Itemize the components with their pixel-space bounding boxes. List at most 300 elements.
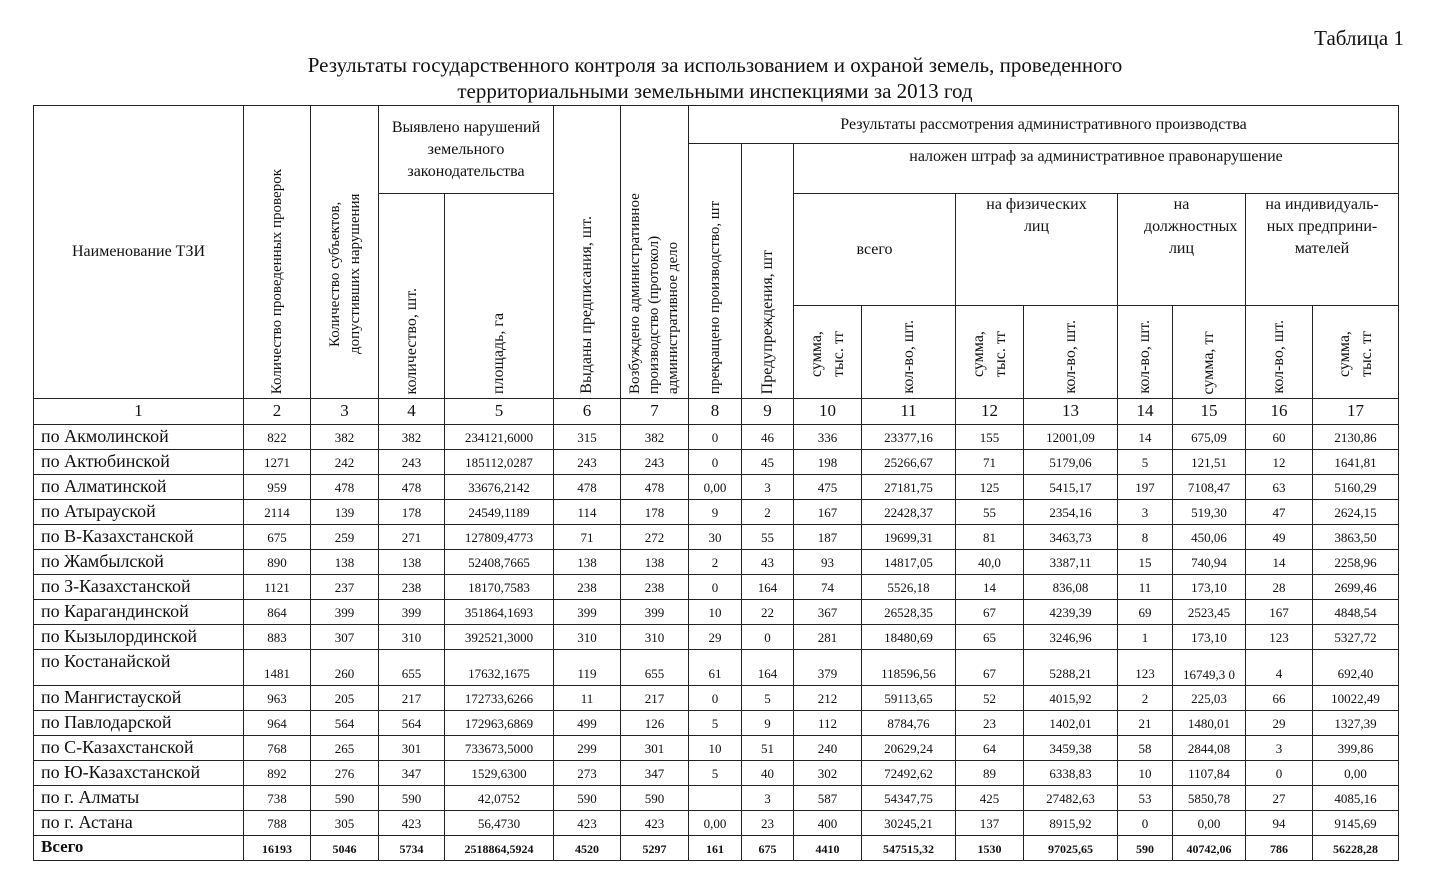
table-cell: 30245,21 [862,811,956,836]
table-cell: 28 [1246,575,1313,600]
table-cell: 234121,6000 [445,425,554,450]
table-cell: 399 [311,600,379,625]
region-name: по Акмолинской [34,425,244,450]
table-cell: 478 [554,475,621,500]
header-subjects: Количество субъектов, допустивших нарушения [311,106,379,399]
total-cell: 161 [689,836,742,861]
table-cell: 172963,6869 [445,711,554,736]
table-cell: 768 [244,736,311,761]
column-number: 3 [311,399,379,425]
table-cell: 301 [379,736,445,761]
table-cell: 243 [554,450,621,475]
table-cell: 52 [956,686,1024,711]
table-cell: 46 [742,425,794,450]
table-cell: 112 [794,711,862,736]
table-cell: 126 [621,711,689,736]
table-cell: 1271 [244,450,311,475]
table-cell: 890 [244,550,311,575]
table-cell: 1 [1118,625,1173,650]
table-cell: 55 [956,500,1024,525]
header-fine-entrepreneurs: на индивидуаль-ных предприни-мателей [1246,194,1399,306]
region-name: по г. Астана [34,811,244,836]
table-cell: 3387,11 [1024,550,1118,575]
table-cell: 675 [244,525,311,550]
header-sum: сумма, тыс. тг [1313,306,1399,399]
total-cell: 5734 [379,836,445,861]
table-cell: 499 [554,711,621,736]
table-cell: 305 [311,811,379,836]
header-warnings: Предупреждения, шт [742,144,794,399]
column-number: 11 [862,399,956,425]
table-cell: 205 [311,686,379,711]
table-cell: 8 [1118,525,1173,550]
table-cell: 15 [1118,550,1173,575]
column-number: 8 [689,399,742,425]
table-cell: 2354,16 [1024,500,1118,525]
region-name: по Карагандинской [34,600,244,625]
table-row [34,550,1399,575]
table-cell: 243 [379,450,445,475]
table-cell: 6338,83 [1024,761,1118,786]
column-number: 7 [621,399,689,425]
table-cell: 475 [794,475,862,500]
table-cell: 10 [689,736,742,761]
table-cell: 1121 [244,575,311,600]
column-number: 9 [742,399,794,425]
header-fine: наложен штраф за административное правонарушение [794,144,1399,194]
table-cell: 347 [379,761,445,786]
table-cell: 138 [621,550,689,575]
table-cell: 118596,56 [862,650,956,686]
table-cell: 7108,47 [1173,475,1246,500]
region-name: по Кызылординской [34,625,244,650]
header-inspections: Количество проведенных проверок [244,106,311,399]
table-cell: 564 [311,711,379,736]
table-cell: 59113,65 [862,686,956,711]
region-name: по Алматинской [34,475,244,500]
table-cell: 10 [689,600,742,625]
table-cell: 238 [621,575,689,600]
column-number: 5 [445,399,554,425]
table-cell: 0,00 [1313,761,1399,786]
table-cell: 17632,1675 [445,650,554,686]
region-name: по Костанайской [34,650,244,686]
table-cell: 138 [311,550,379,575]
total-cell: 2518864,5924 [445,836,554,861]
table-cell: 167 [794,500,862,525]
column-number: 10 [794,399,862,425]
table-cell: 590 [621,786,689,811]
total-cell: 547515,32 [862,836,956,861]
table-cell: 836,08 [1024,575,1118,600]
table-cell: 590 [311,786,379,811]
table-cell: 22428,37 [862,500,956,525]
table-cell: 423 [379,811,445,836]
table-cell: 51 [742,736,794,761]
table-cell: 1480,01 [1173,711,1246,736]
table-cell: 281 [794,625,862,650]
region-name: по г. Алматы [34,786,244,811]
table-cell: 0 [1246,761,1313,786]
table-cell: 237 [311,575,379,600]
header-fine-officials: на должностных лиц [1118,194,1246,306]
table-row [34,425,1399,450]
table-cell: 21 [1118,711,1173,736]
table-cell: 56,4730 [445,811,554,836]
table-cell: 3 [742,475,794,500]
table-cell: 45 [742,450,794,475]
header-fine-physical: на физических лиц [956,194,1118,306]
table-cell: 5327,72 [1313,625,1399,650]
column-number: 17 [1313,399,1399,425]
table-cell: 336 [794,425,862,450]
table-cell: 67 [956,650,1024,686]
table-cell: 3246,96 [1024,625,1118,650]
table-cell: 89 [956,761,1024,786]
table-cell: 4015,92 [1024,686,1118,711]
table-cell: 93 [794,550,862,575]
table-row [34,811,1399,836]
region-name: по Ю-Казахстанской [34,761,244,786]
table-cell: 33676,2142 [445,475,554,500]
table-cell: 139 [311,500,379,525]
table-cell [689,786,742,811]
table-cell: 119 [554,650,621,686]
table-cell: 1327,39 [1313,711,1399,736]
table-cell: 64 [956,736,1024,761]
table-cell: 94 [1246,811,1313,836]
table-cell: 5160,29 [1313,475,1399,500]
table-cell: 178 [621,500,689,525]
table-row [34,450,1399,475]
table-cell: 123 [1246,625,1313,650]
table-cell: 692,40 [1313,650,1399,686]
table-cell: 60 [1246,425,1313,450]
table-cell: 14 [1246,550,1313,575]
table-cell: 310 [379,625,445,650]
column-number: 13 [1024,399,1118,425]
header-sum: сумма, тыс. тг [794,306,862,399]
table-row [34,575,1399,600]
table-cell: 8915,92 [1024,811,1118,836]
table-cell: 178 [379,500,445,525]
table-cell: 655 [379,650,445,686]
table-cell: 788 [244,811,311,836]
table-cell: 49 [1246,525,1313,550]
table-header [34,106,1399,399]
table-cell: 738 [244,786,311,811]
table-cell: 164 [742,650,794,686]
table-cell: 24549,1189 [445,500,554,525]
table-cell: 425 [956,786,1024,811]
table-cell: 963 [244,686,311,711]
table-cell: 173,10 [1173,625,1246,650]
table-cell: 1529,6300 [445,761,554,786]
table-cell: 52408,7665 [445,550,554,575]
table-cell: 53 [1118,786,1173,811]
table-cell: 0 [742,625,794,650]
table-cell: 959 [244,475,311,500]
table-cell: 1641,81 [1313,450,1399,475]
table-cell: 173,10 [1173,575,1246,600]
table-cell: 27 [1246,786,1313,811]
table-cell: 127809,4773 [445,525,554,550]
column-number: 12 [956,399,1024,425]
header-orders: Выданы предписания, шт. [554,106,621,399]
table-cell: 382 [379,425,445,450]
table-cell: 2 [1118,686,1173,711]
region-name: по Павлодарской [34,711,244,736]
table-cell: 2114 [244,500,311,525]
table-row [34,736,1399,761]
table-cell: 14 [1118,425,1173,450]
table-cell: 564 [379,711,445,736]
region-name: по З-Казахстанской [34,575,244,600]
total-cell: 4520 [554,836,621,861]
table-cell: 4848,54 [1313,600,1399,625]
table-cell: 29 [689,625,742,650]
table-cell: 238 [554,575,621,600]
table-cell: 137 [956,811,1024,836]
table-cell: 11 [1118,575,1173,600]
table-cell: 65 [956,625,1024,650]
table-cell: 0 [689,450,742,475]
table-cell: 3863,50 [1313,525,1399,550]
header-sum: сумма, тг [1173,306,1246,399]
table-cell: 5 [742,686,794,711]
column-number: 1 [34,399,244,425]
table-cell: 2 [742,500,794,525]
table-cell: 302 [794,761,862,786]
table-cell: 197 [1118,475,1173,500]
table-cell: 238 [379,575,445,600]
table-cell: 164 [742,575,794,600]
table-cell: 125 [956,475,1024,500]
table-row [34,650,1399,686]
table-row [34,475,1399,500]
total-cell: 675 [742,836,794,861]
table-cell: 69 [1118,600,1173,625]
table-cell: 4239,39 [1024,600,1118,625]
table-cell: 399 [554,600,621,625]
table-cell: 450,06 [1173,525,1246,550]
table-cell: 399 [379,600,445,625]
table-cell: 2130,86 [1313,425,1399,450]
table-cell: 29 [1246,711,1313,736]
column-number: 6 [554,399,621,425]
table-cell: 23377,16 [862,425,956,450]
table-cell: 2699,46 [1313,575,1399,600]
region-name: по В-Казахстанской [34,525,244,550]
table-cell: 299 [554,736,621,761]
table-cell: 5850,78 [1173,786,1246,811]
table-cell: 81 [956,525,1024,550]
table-cell: 399 [621,600,689,625]
region-name: по Жамбылской [34,550,244,575]
header-qty: кол-во, шт. [1246,306,1313,399]
total-cell: 4410 [794,836,862,861]
table-cell: 260 [311,650,379,686]
table-cell: 23 [742,811,794,836]
total-cell: 590 [1118,836,1173,861]
table-cell: 883 [244,625,311,650]
region-name: по Мангистауской [34,686,244,711]
table-cell: 217 [379,686,445,711]
header-qty: кол-во, шт. [1024,306,1118,399]
table-cell: 66 [1246,686,1313,711]
table-cell: 733673,5000 [445,736,554,761]
header-terminated: прекращено производство, шт [689,144,742,399]
table-cell: 72492,62 [862,761,956,786]
table-cell: 5526,18 [862,575,956,600]
table-cell: 58 [1118,736,1173,761]
table-cell: 675,09 [1173,425,1246,450]
table-cell: 379 [794,650,862,686]
table-cell: 63 [1246,475,1313,500]
table-cell: 30 [689,525,742,550]
table-cell: 892 [244,761,311,786]
table-cell: 1107,84 [1173,761,1246,786]
table-cell: 273 [554,761,621,786]
table-cell: 243 [621,450,689,475]
table-cell: 400 [794,811,862,836]
table-cell: 74 [794,575,862,600]
table-cell: 212 [794,686,862,711]
table-cell: 10 [1118,761,1173,786]
total-cell: 5046 [311,836,379,861]
total-cell: 97025,65 [1024,836,1118,861]
table-cell: 3 [742,786,794,811]
table-cell: 4085,16 [1313,786,1399,811]
header-found: Выявлено нарушений земельного законодательства [379,106,554,194]
region-name: по С-Казахстанской [34,736,244,761]
table-cell: 272 [621,525,689,550]
table-cell: 5 [1118,450,1173,475]
total-cell: 56228,28 [1313,836,1399,861]
table-cell: 27482,63 [1024,786,1118,811]
table-cell: 155 [956,425,1024,450]
header-qty: кол-во, шт. [1118,306,1173,399]
table-cell: 14 [956,575,1024,600]
table-cell: 14817,05 [862,550,956,575]
total-cell: 786 [1246,836,1313,861]
total-cell: 1530 [956,836,1024,861]
column-number: 14 [1118,399,1173,425]
table-cell: 1481 [244,650,311,686]
column-number: 2 [244,399,311,425]
table-cell: 40 [742,761,794,786]
table-row [34,500,1399,525]
table-cell: 225,03 [1173,686,1246,711]
header-sum: сумма, тыс. тг [956,306,1024,399]
table-caption: Таблица 1 [1314,26,1404,50]
table-cell: 42,0752 [445,786,554,811]
table-cell: 27181,75 [862,475,956,500]
table-cell: 259 [311,525,379,550]
page-title: Результаты государственного контроля за использованием и охраной земель, проведенного территориальными земельными инспекциями за 2013 год [307,53,1123,103]
table-cell: 423 [554,811,621,836]
column-number: 15 [1173,399,1246,425]
table-cell: 307 [311,625,379,650]
table-cell: 47 [1246,500,1313,525]
column-number: 4 [379,399,445,425]
total-row [34,836,1399,861]
table-row [34,761,1399,786]
table-cell: 187 [794,525,862,550]
table-cell: 71 [956,450,1024,475]
table-cell: 964 [244,711,311,736]
header-fine-total: всего [794,194,956,306]
table-body [34,399,1399,861]
table-cell: 9145,69 [1313,811,1399,836]
header-found-area: площадь, га [445,194,554,399]
table-cell: 3 [1246,736,1313,761]
table-cell: 310 [621,625,689,650]
header-qty: кол-во, шт. [862,306,956,399]
table-cell: 822 [244,425,311,450]
table-cell: 22 [742,600,794,625]
table-cell: 590 [554,786,621,811]
table-cell: 18170,7583 [445,575,554,600]
total-cell: 16193 [244,836,311,861]
table-cell: 54347,75 [862,786,956,811]
table-cell: 26528,35 [862,600,956,625]
table-cell: 20629,24 [862,736,956,761]
table-cell: 2624,15 [1313,500,1399,525]
table-cell: 2258,96 [1313,550,1399,575]
table-cell: 12 [1246,450,1313,475]
table-row [34,625,1399,650]
table-cell: 347 [621,761,689,786]
header-found-count: количество, шт. [379,194,445,399]
total-cell: 5297 [621,836,689,861]
region-name: по Атырауской [34,500,244,525]
table-cell: 43 [742,550,794,575]
table-cell: 478 [379,475,445,500]
table-row [34,525,1399,550]
table-cell: 23 [956,711,1024,736]
table-cell: 0 [1118,811,1173,836]
table-cell: 392521,3000 [445,625,554,650]
inspection-results-table [33,105,1399,861]
table-cell: 382 [311,425,379,450]
table-cell: 0,00 [1173,811,1246,836]
table-cell: 3 [1118,500,1173,525]
table-cell: 399,86 [1313,736,1399,761]
table-cell: 5 [689,711,742,736]
table-cell: 587 [794,786,862,811]
table-cell: 25266,67 [862,450,956,475]
total-label: Всего [34,836,244,861]
table-cell: 2844,08 [1173,736,1246,761]
table-cell: 11 [554,686,621,711]
table-cell: 138 [554,550,621,575]
table-cell: 67 [956,600,1024,625]
table-cell: 121,51 [1173,450,1246,475]
table-cell: 40,0 [956,550,1024,575]
table-cell: 265 [311,736,379,761]
table-cell: 114 [554,500,621,525]
table-cell: 217 [621,686,689,711]
table-cell: 8784,76 [862,711,956,736]
table-cell: 185112,0287 [445,450,554,475]
table-cell: 423 [621,811,689,836]
table-cell: 5179,06 [1024,450,1118,475]
table-row [34,600,1399,625]
table-cell: 301 [621,736,689,761]
table-cell: 19699,31 [862,525,956,550]
table-cell: 478 [311,475,379,500]
